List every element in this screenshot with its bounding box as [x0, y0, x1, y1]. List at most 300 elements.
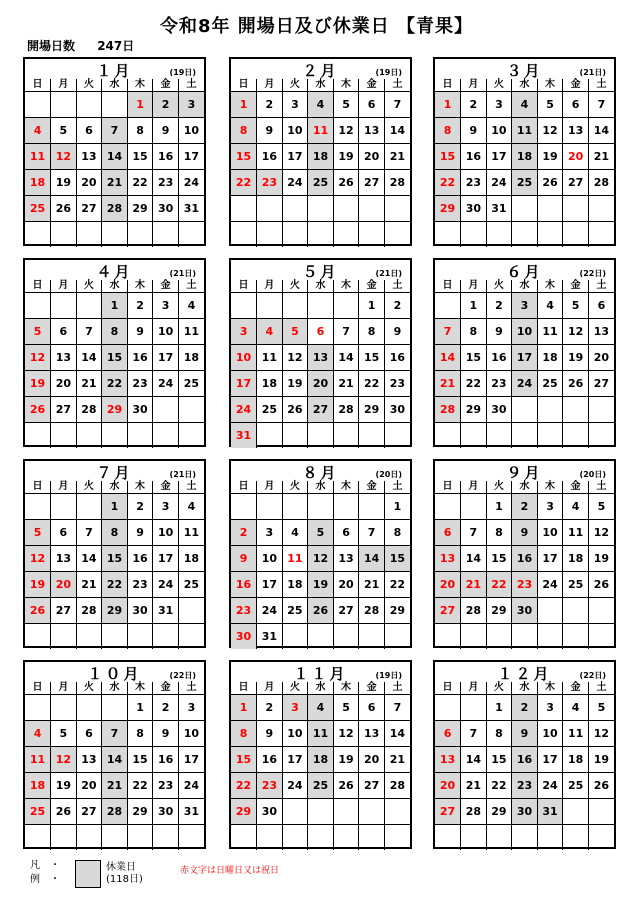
day-cell	[231, 293, 257, 319]
day-cell: 17	[153, 546, 179, 572]
day-cell: 4	[178, 293, 204, 319]
day-cell: 22	[435, 170, 461, 196]
day-cell: 16	[461, 144, 487, 170]
day-cell: 6	[333, 520, 359, 546]
weekday-label: 木	[127, 79, 153, 92]
day-cell: 19	[25, 572, 51, 598]
day-cell	[231, 196, 257, 222]
day-cell: 29	[102, 397, 128, 423]
day-cell: 5	[588, 695, 614, 721]
day-cell: 7	[359, 520, 385, 546]
day-cell: 2	[257, 92, 283, 118]
day-cell: 6	[308, 319, 334, 345]
day-cell: 1	[435, 92, 461, 118]
day-cell	[333, 293, 359, 319]
day-cell: 7	[76, 520, 102, 546]
week-row	[435, 371, 614, 397]
weekday-label: 水	[308, 280, 334, 293]
day-cell	[76, 423, 102, 449]
weekday-label: 火	[76, 481, 102, 494]
day-cell	[51, 222, 77, 248]
day-cell: 25	[563, 773, 589, 799]
day-cell	[359, 825, 385, 851]
day-cell: 30	[512, 598, 538, 624]
day-cell	[537, 598, 563, 624]
day-cell: 2	[257, 695, 283, 721]
week-row	[435, 773, 614, 799]
month-grid	[25, 280, 204, 448]
day-cell: 24	[537, 572, 563, 598]
day-cell: 23	[512, 773, 538, 799]
day-cell	[359, 799, 385, 825]
day-cell: 21	[102, 773, 128, 799]
day-cell: 31	[486, 196, 512, 222]
week-row	[25, 293, 204, 319]
day-cell	[76, 825, 102, 851]
day-cell: 5	[563, 293, 589, 319]
day-cell: 11	[25, 144, 51, 170]
day-cell: 24	[257, 598, 283, 624]
day-cell: 8	[231, 721, 257, 747]
month-name: ２月	[302, 62, 339, 80]
weekday-label: 火	[486, 79, 512, 92]
day-cell: 24	[512, 371, 538, 397]
month-grid	[435, 280, 614, 448]
day-cell: 13	[333, 546, 359, 572]
week-row	[231, 494, 410, 520]
day-cell: 4	[257, 319, 283, 345]
week-row	[231, 598, 410, 624]
day-cell: 10	[231, 345, 257, 371]
day-cell	[333, 494, 359, 520]
day-cell: 24	[537, 773, 563, 799]
day-cell: 27	[563, 170, 589, 196]
day-cell: 16	[384, 345, 410, 371]
weekday-label: 水	[102, 79, 128, 92]
day-cell: 7	[435, 319, 461, 345]
month-calendar	[433, 660, 616, 849]
day-cell	[308, 494, 334, 520]
week-row	[25, 222, 204, 248]
week-row	[25, 118, 204, 144]
day-cell: 22	[486, 773, 512, 799]
day-cell	[76, 695, 102, 721]
day-cell: 1	[486, 695, 512, 721]
day-cell: 2	[127, 494, 153, 520]
month-calendar	[433, 57, 616, 246]
day-cell	[359, 222, 385, 248]
weekday-label: 月	[257, 280, 283, 293]
day-cell: 20	[76, 170, 102, 196]
day-cell: 25	[257, 397, 283, 423]
day-cell: 2	[461, 92, 487, 118]
day-cell: 26	[333, 170, 359, 196]
weekday-label: 水	[512, 79, 538, 92]
weekday-label: 木	[127, 682, 153, 695]
day-cell	[563, 825, 589, 851]
week-row	[25, 825, 204, 851]
day-cell: 15	[384, 546, 410, 572]
month-header	[231, 461, 410, 481]
day-cell	[257, 196, 283, 222]
month-open-count: (21日)	[375, 269, 402, 278]
day-cell: 14	[359, 546, 385, 572]
weekday-label: 木	[333, 79, 359, 92]
day-cell	[588, 624, 614, 650]
day-cell: 13	[359, 721, 385, 747]
weekday-label: 金	[153, 682, 179, 695]
day-cell	[25, 494, 51, 520]
legend-closed-swatch	[75, 860, 101, 888]
week-row	[435, 572, 614, 598]
day-cell: 12	[308, 546, 334, 572]
day-cell: 29	[435, 196, 461, 222]
day-cell: 13	[588, 319, 614, 345]
day-cell	[282, 799, 308, 825]
weekday-label: 土	[588, 481, 614, 494]
week-row	[25, 170, 204, 196]
day-cell	[435, 423, 461, 449]
day-cell: 24	[231, 397, 257, 423]
day-cell	[384, 624, 410, 650]
day-cell: 8	[384, 520, 410, 546]
month-name: ７月	[96, 464, 133, 482]
week-row	[435, 196, 614, 222]
day-cell: 10	[178, 118, 204, 144]
week-row	[231, 624, 410, 650]
day-cell	[512, 624, 538, 650]
day-cell	[588, 423, 614, 449]
day-cell: 16	[153, 144, 179, 170]
day-cell	[512, 423, 538, 449]
week-row	[25, 397, 204, 423]
week-row	[435, 695, 614, 721]
day-cell	[102, 825, 128, 851]
day-cell: 13	[51, 546, 77, 572]
weekday-label: 火	[282, 79, 308, 92]
day-cell: 12	[333, 721, 359, 747]
day-cell: 7	[588, 92, 614, 118]
month-grid	[435, 682, 614, 850]
day-cell: 3	[282, 92, 308, 118]
day-cell	[102, 92, 128, 118]
week-row	[25, 520, 204, 546]
day-cell: 15	[359, 345, 385, 371]
day-cell: 16	[127, 546, 153, 572]
day-cell: 23	[486, 371, 512, 397]
day-cell: 11	[537, 319, 563, 345]
week-row	[25, 572, 204, 598]
week-row	[231, 572, 410, 598]
month-calendar	[229, 660, 412, 849]
day-cell: 17	[486, 144, 512, 170]
day-cell	[512, 196, 538, 222]
day-cell: 18	[512, 144, 538, 170]
month-calendar	[229, 57, 412, 246]
day-cell: 24	[486, 170, 512, 196]
weekday-label: 金	[563, 280, 589, 293]
day-cell: 5	[333, 92, 359, 118]
day-cell	[127, 624, 153, 650]
day-cell: 7	[102, 118, 128, 144]
day-cell: 23	[257, 170, 283, 196]
day-cell	[25, 695, 51, 721]
day-cell: 2	[512, 494, 538, 520]
day-cell	[537, 397, 563, 423]
day-cell	[153, 624, 179, 650]
week-row	[435, 721, 614, 747]
week-row	[231, 773, 410, 799]
week-row	[231, 170, 410, 196]
weekday-label: 火	[76, 682, 102, 695]
day-cell: 19	[537, 144, 563, 170]
day-cell: 11	[282, 546, 308, 572]
day-cell: 6	[435, 520, 461, 546]
day-cell	[178, 598, 204, 624]
day-cell	[102, 695, 128, 721]
weekday-label: 金	[359, 481, 385, 494]
day-cell: 3	[512, 293, 538, 319]
weekday-label: 木	[537, 682, 563, 695]
day-cell	[563, 799, 589, 825]
day-cell: 28	[102, 799, 128, 825]
day-cell: 26	[282, 397, 308, 423]
day-cell: 16	[512, 546, 538, 572]
day-cell: 26	[588, 572, 614, 598]
day-cell: 19	[563, 345, 589, 371]
day-cell: 27	[359, 773, 385, 799]
month-calendar	[23, 57, 206, 246]
day-cell: 3	[486, 92, 512, 118]
day-cell: 12	[588, 520, 614, 546]
month-grid	[435, 79, 614, 247]
day-cell: 8	[102, 319, 128, 345]
day-cell: 22	[127, 773, 153, 799]
day-cell: 30	[461, 196, 487, 222]
week-row	[231, 118, 410, 144]
day-cell: 13	[435, 747, 461, 773]
week-row	[25, 494, 204, 520]
month-calendar	[23, 258, 206, 447]
week-row	[435, 118, 614, 144]
month-header	[25, 461, 204, 481]
week-row	[435, 520, 614, 546]
day-cell: 21	[461, 572, 487, 598]
weekday-label: 金	[153, 280, 179, 293]
weekday-label: 日	[231, 682, 257, 695]
day-cell: 29	[231, 799, 257, 825]
day-cell: 6	[359, 695, 385, 721]
month-open-count: (19日)	[169, 68, 196, 77]
day-cell: 10	[537, 520, 563, 546]
day-cell: 15	[435, 144, 461, 170]
day-cell: 21	[461, 773, 487, 799]
weekday-label: 日	[435, 79, 461, 92]
weekday-label: 日	[231, 481, 257, 494]
weekday-label: 土	[588, 280, 614, 293]
day-cell	[563, 598, 589, 624]
day-cell: 7	[102, 721, 128, 747]
week-row	[25, 598, 204, 624]
day-cell: 26	[563, 371, 589, 397]
day-cell: 16	[127, 345, 153, 371]
weekday-label: 金	[359, 280, 385, 293]
day-cell	[257, 423, 283, 449]
day-cell: 23	[384, 371, 410, 397]
month-name: ９月	[506, 464, 543, 482]
day-cell	[51, 494, 77, 520]
month-open-count: (21日)	[169, 470, 196, 479]
day-cell: 21	[333, 371, 359, 397]
day-cell: 30	[512, 799, 538, 825]
day-cell	[76, 293, 102, 319]
day-cell: 20	[588, 345, 614, 371]
day-cell: 23	[231, 598, 257, 624]
week-row	[231, 721, 410, 747]
day-cell: 30	[153, 196, 179, 222]
weekday-label: 日	[25, 682, 51, 695]
month-grid	[231, 682, 410, 850]
day-cell: 12	[25, 345, 51, 371]
week-row	[435, 494, 614, 520]
day-cell: 15	[461, 345, 487, 371]
day-cell	[308, 799, 334, 825]
month-grid	[435, 481, 614, 649]
day-cell: 27	[76, 196, 102, 222]
day-cell: 26	[25, 598, 51, 624]
week-row	[231, 345, 410, 371]
day-cell: 13	[563, 118, 589, 144]
weekday-label: 水	[102, 280, 128, 293]
day-cell: 1	[231, 92, 257, 118]
day-cell: 23	[461, 170, 487, 196]
week-row	[435, 222, 614, 248]
day-cell: 27	[308, 397, 334, 423]
week-row	[25, 721, 204, 747]
day-cell	[512, 397, 538, 423]
weekday-label: 木	[537, 79, 563, 92]
day-cell: 4	[25, 721, 51, 747]
day-cell	[178, 222, 204, 248]
legend-holiday-note: 赤文字は日曜日又は祝日	[180, 866, 280, 876]
day-cell: 11	[512, 118, 538, 144]
day-cell: 20	[51, 572, 77, 598]
weekday-label: 日	[435, 481, 461, 494]
weekday-label: 金	[563, 79, 589, 92]
weekday-label: 土	[178, 79, 204, 92]
day-cell: 6	[76, 118, 102, 144]
day-cell: 30	[257, 799, 283, 825]
day-cell: 5	[25, 319, 51, 345]
day-cell	[333, 825, 359, 851]
day-cell	[435, 494, 461, 520]
weekday-label: 日	[231, 280, 257, 293]
day-cell: 8	[359, 319, 385, 345]
day-cell: 13	[51, 345, 77, 371]
weekday-label: 水	[102, 682, 128, 695]
day-cell: 19	[308, 572, 334, 598]
day-cell: 10	[257, 546, 283, 572]
day-cell: 4	[308, 695, 334, 721]
day-cell: 21	[435, 371, 461, 397]
day-cell: 17	[282, 144, 308, 170]
day-cell: 27	[588, 371, 614, 397]
week-row	[435, 825, 614, 851]
day-cell: 25	[25, 799, 51, 825]
day-cell: 13	[359, 118, 385, 144]
month-name: ８月	[302, 464, 339, 482]
day-cell: 14	[333, 345, 359, 371]
day-cell: 2	[231, 520, 257, 546]
weekday-label: 火	[282, 280, 308, 293]
day-cell: 2	[153, 92, 179, 118]
day-cell: 1	[359, 293, 385, 319]
day-cell: 28	[588, 170, 614, 196]
month-header	[25, 260, 204, 280]
day-cell	[359, 196, 385, 222]
day-cell: 16	[486, 345, 512, 371]
day-cell: 11	[257, 345, 283, 371]
day-cell: 5	[51, 721, 77, 747]
day-cell: 23	[512, 572, 538, 598]
day-cell: 27	[333, 598, 359, 624]
month-calendar	[23, 660, 206, 849]
day-cell: 22	[461, 371, 487, 397]
day-cell: 14	[435, 345, 461, 371]
day-cell: 9	[512, 520, 538, 546]
weekday-label: 木	[537, 481, 563, 494]
day-cell: 30	[384, 397, 410, 423]
day-cell: 4	[308, 92, 334, 118]
day-cell: 29	[127, 196, 153, 222]
weekday-label: 日	[25, 280, 51, 293]
day-cell	[25, 624, 51, 650]
day-cell: 23	[153, 170, 179, 196]
weekday-label: 木	[333, 481, 359, 494]
day-cell: 17	[178, 144, 204, 170]
day-cell: 18	[25, 170, 51, 196]
day-cell: 9	[486, 319, 512, 345]
day-cell: 5	[333, 695, 359, 721]
day-cell: 8	[102, 520, 128, 546]
day-cell	[257, 222, 283, 248]
day-cell: 1	[102, 293, 128, 319]
day-cell	[257, 293, 283, 319]
day-cell	[282, 196, 308, 222]
day-cell: 25	[282, 598, 308, 624]
day-cell	[308, 423, 334, 449]
day-cell: 3	[153, 293, 179, 319]
day-cell: 11	[308, 118, 334, 144]
weekday-label: 金	[563, 481, 589, 494]
month-name: １０月	[87, 665, 142, 683]
day-cell: 20	[333, 572, 359, 598]
weekday-label: 火	[486, 682, 512, 695]
day-cell: 28	[384, 170, 410, 196]
day-cell: 3	[153, 494, 179, 520]
week-row	[231, 546, 410, 572]
weekday-label: 月	[257, 481, 283, 494]
day-cell: 5	[282, 319, 308, 345]
day-cell: 21	[384, 747, 410, 773]
day-cell: 15	[102, 546, 128, 572]
day-cell: 22	[127, 170, 153, 196]
day-cell: 25	[512, 170, 538, 196]
month-calendar	[433, 258, 616, 447]
day-cell: 24	[282, 773, 308, 799]
day-cell: 30	[127, 598, 153, 624]
day-cell: 18	[282, 572, 308, 598]
